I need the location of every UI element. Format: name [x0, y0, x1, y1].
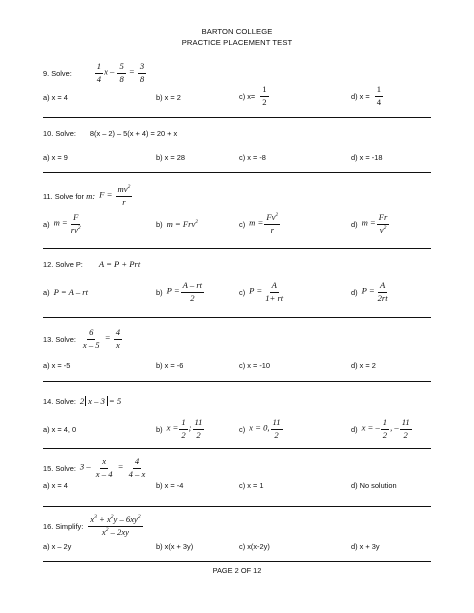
college-title: BARTON COLLEGE [201, 27, 273, 36]
choice-12d[interactable]: d) P = $\frac{A}{2rt}$ [351, 280, 388, 303]
question-11-equation: F = $\frac{mv^2}{r}$ [99, 184, 131, 207]
choice-15b[interactable]: b) x = -4 [156, 480, 184, 490]
divider [43, 381, 431, 382]
choice-16b[interactable]: b) x(x + 3y) [156, 541, 194, 551]
choice-16d[interactable]: d) x + 3y [351, 541, 380, 551]
choice-9a[interactable]: a) x = 4 [43, 92, 68, 102]
question-16-label: 16. Simplify: [43, 521, 84, 531]
choice-15d[interactable]: d) No solution [351, 480, 397, 490]
question-15-equation: 3 – $\frac{x}{x - 4}$ = $\frac{4}{4 - x}$ [79, 456, 146, 479]
choice-11d[interactable]: d) m = $\frac{Fr}{v^2}$ [351, 212, 388, 235]
choice-10a[interactable]: a) x = 9 [43, 152, 68, 162]
question-12-label: 12. Solve P: [43, 259, 83, 269]
test-title: PRACTICE PLACEMENT TEST [181, 38, 293, 47]
choice-16c[interactable]: c) x(x-2y) [239, 541, 270, 551]
choice-10c[interactable]: c) x = -8 [239, 152, 266, 162]
choice-13c[interactable]: c) x = -10 [239, 360, 271, 370]
divider [43, 448, 431, 449]
choice-11c[interactable]: c) m = $\frac{Fv^2}{r}$ [239, 212, 279, 235]
choice-10d[interactable]: d) x = -18 [351, 152, 383, 162]
question-14-label: 14. Solve: [43, 396, 76, 406]
choice-14a[interactable]: a) x = 4, 0 [43, 424, 77, 434]
divider [43, 317, 431, 318]
question-13-label: 13. Solve: [43, 334, 76, 344]
question-12-equation: A = P + Prt [98, 259, 141, 269]
question-10-equation: 8(x – 2) – 5(x + 4) = 20 + x [89, 128, 178, 138]
divider [43, 561, 431, 562]
choice-9d[interactable]: d) x = $\frac{1}{4}$ [351, 84, 381, 107]
question-16-expression: $\frac{x^3 + x^2y - 6xy^2}{x^2 - 2xy}$ [90, 514, 141, 537]
choice-12a[interactable]: a) P = A – rt [43, 287, 89, 297]
question-9-equation: $\frac{1}{4}$ x – $\frac{5}{8}$ = $\frac{3}{8}$ [96, 61, 145, 84]
choice-13b[interactable]: b) x = -6 [156, 360, 184, 370]
question-13-equation: $\frac{6}{x - 5}$ = $\frac{4}{x}$ [82, 327, 120, 350]
choice-13d[interactable]: d) x = 2 [351, 360, 376, 370]
question-14-equation: 2 x – 3 = 5 [79, 396, 122, 406]
question-10-label: 10. Solve: [43, 128, 76, 138]
choice-14d[interactable]: d) x = – $\frac{1}{2}$ , – $\frac{11}{2}$ [351, 417, 410, 440]
divider [43, 248, 431, 249]
choice-11b[interactable]: b) m = Frv$^2$ [156, 219, 199, 229]
test-page: BARTON COLLEGE PRACTICE PLACEMENT TEST 9. Solve: $\frac{1}{4}$ x – $\frac{5}{8}$ = $\frac{3}{8}$ a) x = 4 b) x = 2 c) x= $\frac{1}{2}$ d) x = $\frac{1}{4}$ 10. Solve: 8(x – 2) – 5(x + 4) = 20 + x a) x = 9 b) x = 28 c) x = -8 d) x = -18 11. Solve for m: F = $\frac{mv^2}{r}$ a) m = $\frac{F}{rv^2}$ b) m = Frv$^2$ c) m = $\frac{Fv^2}{r}$ d) m = $\frac{Fr}{v^2}$ 12. Solve P: A = P + Prt a) P = A – rt b) P = $\frac{A - rt}{2}$ c) P = $\frac{A}{1+ rt}$ d) P = $\frac{A}{2rt}$ 13. Solve: $\frac{6}{x - 5}$ = $\frac{4}{x}$ a) x = -5 b) x = -6 c) x = -10 d) x = 2 14. Solve: 2 x – 3 = 5 a) x = 4, 0 b) x = $\frac{1}{2}$ ; $\frac{11}{2}$ c) x = 0, $\frac{11}{2}$ d) x = – $\frac{1}{2}$ , – $\frac{11}{2}$ 15. Solve: 3 – $\frac{x}{x - 4}$ = $\frac{4}{4 - x}$ a) x = 4 b) x = -4 c) x = 1 d) No solution 16. Simplify: $\frac{x^3 + x^2y - 6xy^2}{x^2 - 2xy}$ a) x – 2y b) x(x + 3y) c) x(x-2y) d) x + 3y PAGE 2 OF 12 [0, 0, 474, 613]
choice-12b[interactable]: b) P = $\frac{A - rt}{2}$ [156, 280, 203, 303]
question-15-label: 15. Solve: [43, 463, 76, 473]
choice-13a[interactable]: a) x = -5 [43, 360, 71, 370]
page-number: PAGE 2 OF 12 [212, 566, 262, 575]
divider [43, 172, 431, 173]
choice-9b[interactable]: b) x = 2 [156, 92, 181, 102]
divider [43, 117, 431, 118]
choice-11a[interactable]: a) m = $\frac{F}{rv^2}$ [43, 212, 81, 235]
choice-15c[interactable]: c) x = 1 [239, 480, 264, 490]
question-9-label: 9. Solve: [43, 68, 72, 78]
choice-15a[interactable]: a) x = 4 [43, 480, 68, 490]
choice-16a[interactable]: a) x – 2y [43, 541, 72, 551]
divider [43, 506, 431, 507]
choice-10b[interactable]: b) x = 28 [156, 152, 185, 162]
choice-12c[interactable]: c) P = $\frac{A}{1+ rt}$ [239, 280, 284, 303]
choice-9c[interactable]: c) x= $\frac{1}{2}$ [239, 84, 267, 107]
choice-14b[interactable]: b) x = $\frac{1}{2}$ ; $\frac{11}{2}$ [156, 417, 203, 440]
question-11-label: 11. Solve for [43, 191, 84, 201]
choice-14c[interactable]: c) x = 0, $\frac{11}{2}$ [239, 417, 281, 440]
